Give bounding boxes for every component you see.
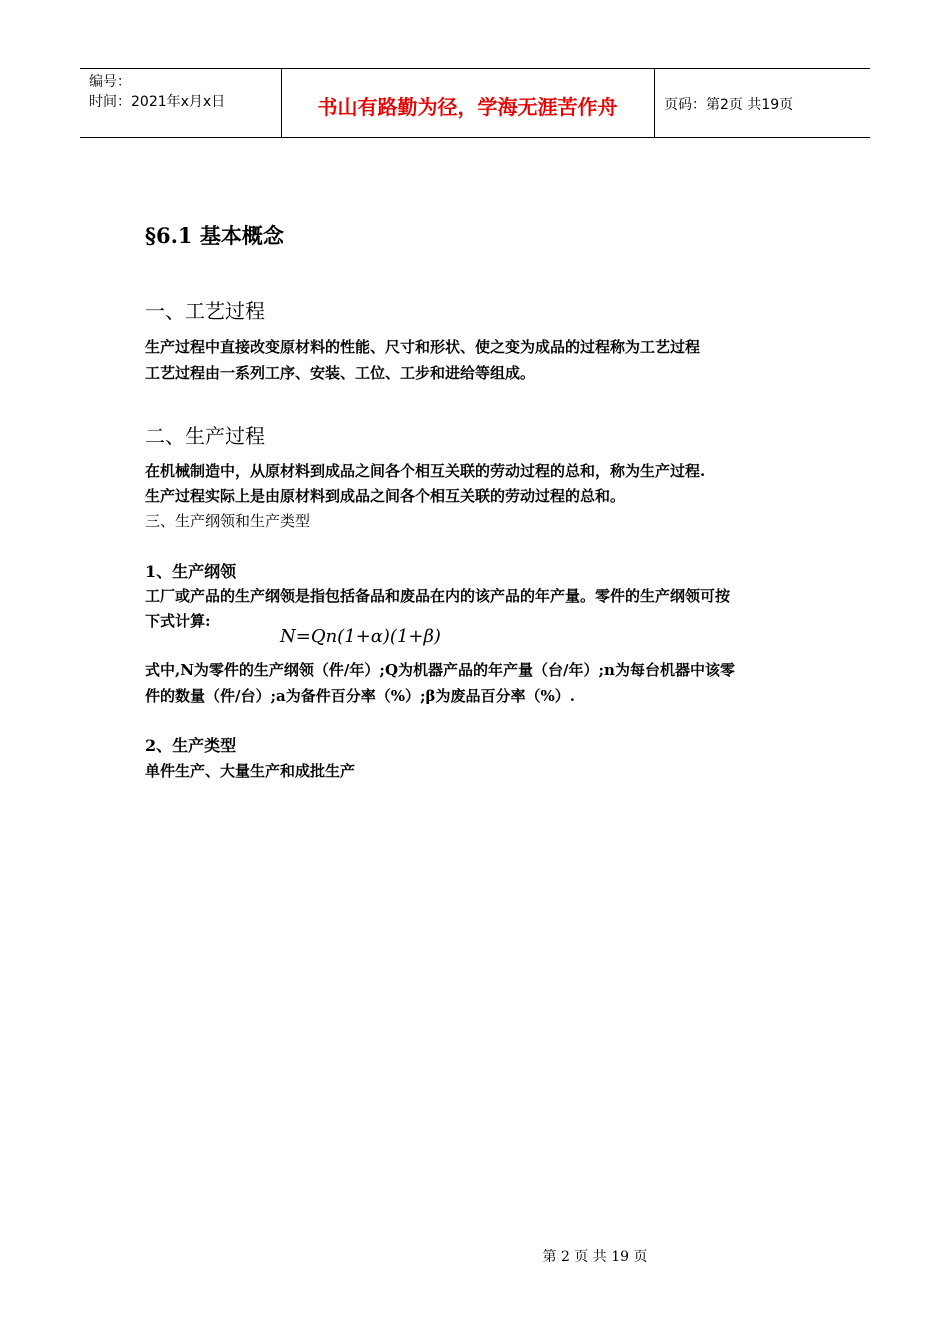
part1-line-1: 生产过程中直接改变原材料的性能、尺寸和形状、使之变为成品的过程称为工艺过程	[145, 338, 701, 356]
sub1-explain-2: 件的数量（件/台）;a为备件百分率（%）;β为废品百分率（%）.	[145, 687, 575, 705]
sub1-explain-1: 式中,N为零件的生产纲领（件/年）;Q为机器产品的年产量（台/年）;n为每台机器中该零	[145, 661, 735, 679]
part1-heading: 一、工艺过程	[145, 299, 265, 323]
serial-label: 编号：	[89, 74, 131, 90]
header-motto-cell	[281, 69, 655, 137]
part3-heading: 三、生产纲领和生产类型	[145, 512, 311, 530]
part2-heading: 二、生产过程	[145, 424, 265, 448]
part2-line-2: 生产过程实际上是由原材料到成品之间各个相互关联的劳动过程的总和。	[145, 487, 626, 505]
section-title: §6.1 基本概念	[145, 223, 284, 248]
production-formula: N=Qn(1+α)(1+β)	[280, 626, 441, 647]
sub2-line-1: 单件生产、大量生产和成批生产	[145, 762, 356, 780]
time-label: 时间：2021年x月x日	[89, 94, 226, 110]
sub1-line-2: 下式计算:	[145, 612, 211, 630]
page-footer: 第 2 页 共 19 页	[542, 1249, 648, 1265]
motto-text: 书山有路勤为径，学海无涯苦作舟	[317, 95, 618, 119]
sub1-line-1: 工厂或产品的生产纲领是指包括备品和废品在内的该产品的年产量。零件的生产纲领可按	[145, 587, 731, 605]
header-table	[80, 68, 870, 138]
header-page-cell	[655, 69, 870, 137]
part2-line-1: 在机械制造中，从原材料到成品之间各个相互关联的劳动过程的总和，称为生产过程.	[145, 462, 706, 480]
header-left-cell	[80, 69, 282, 137]
part1-line-2: 工艺过程由一系列工序、安装、工位、工步和进给等组成。	[145, 364, 536, 382]
sub2-heading: 2、生产类型	[145, 736, 237, 755]
page-code: 页码：第2页 共19页	[664, 97, 794, 113]
sub1-heading: 1、生产纲领	[145, 562, 237, 581]
